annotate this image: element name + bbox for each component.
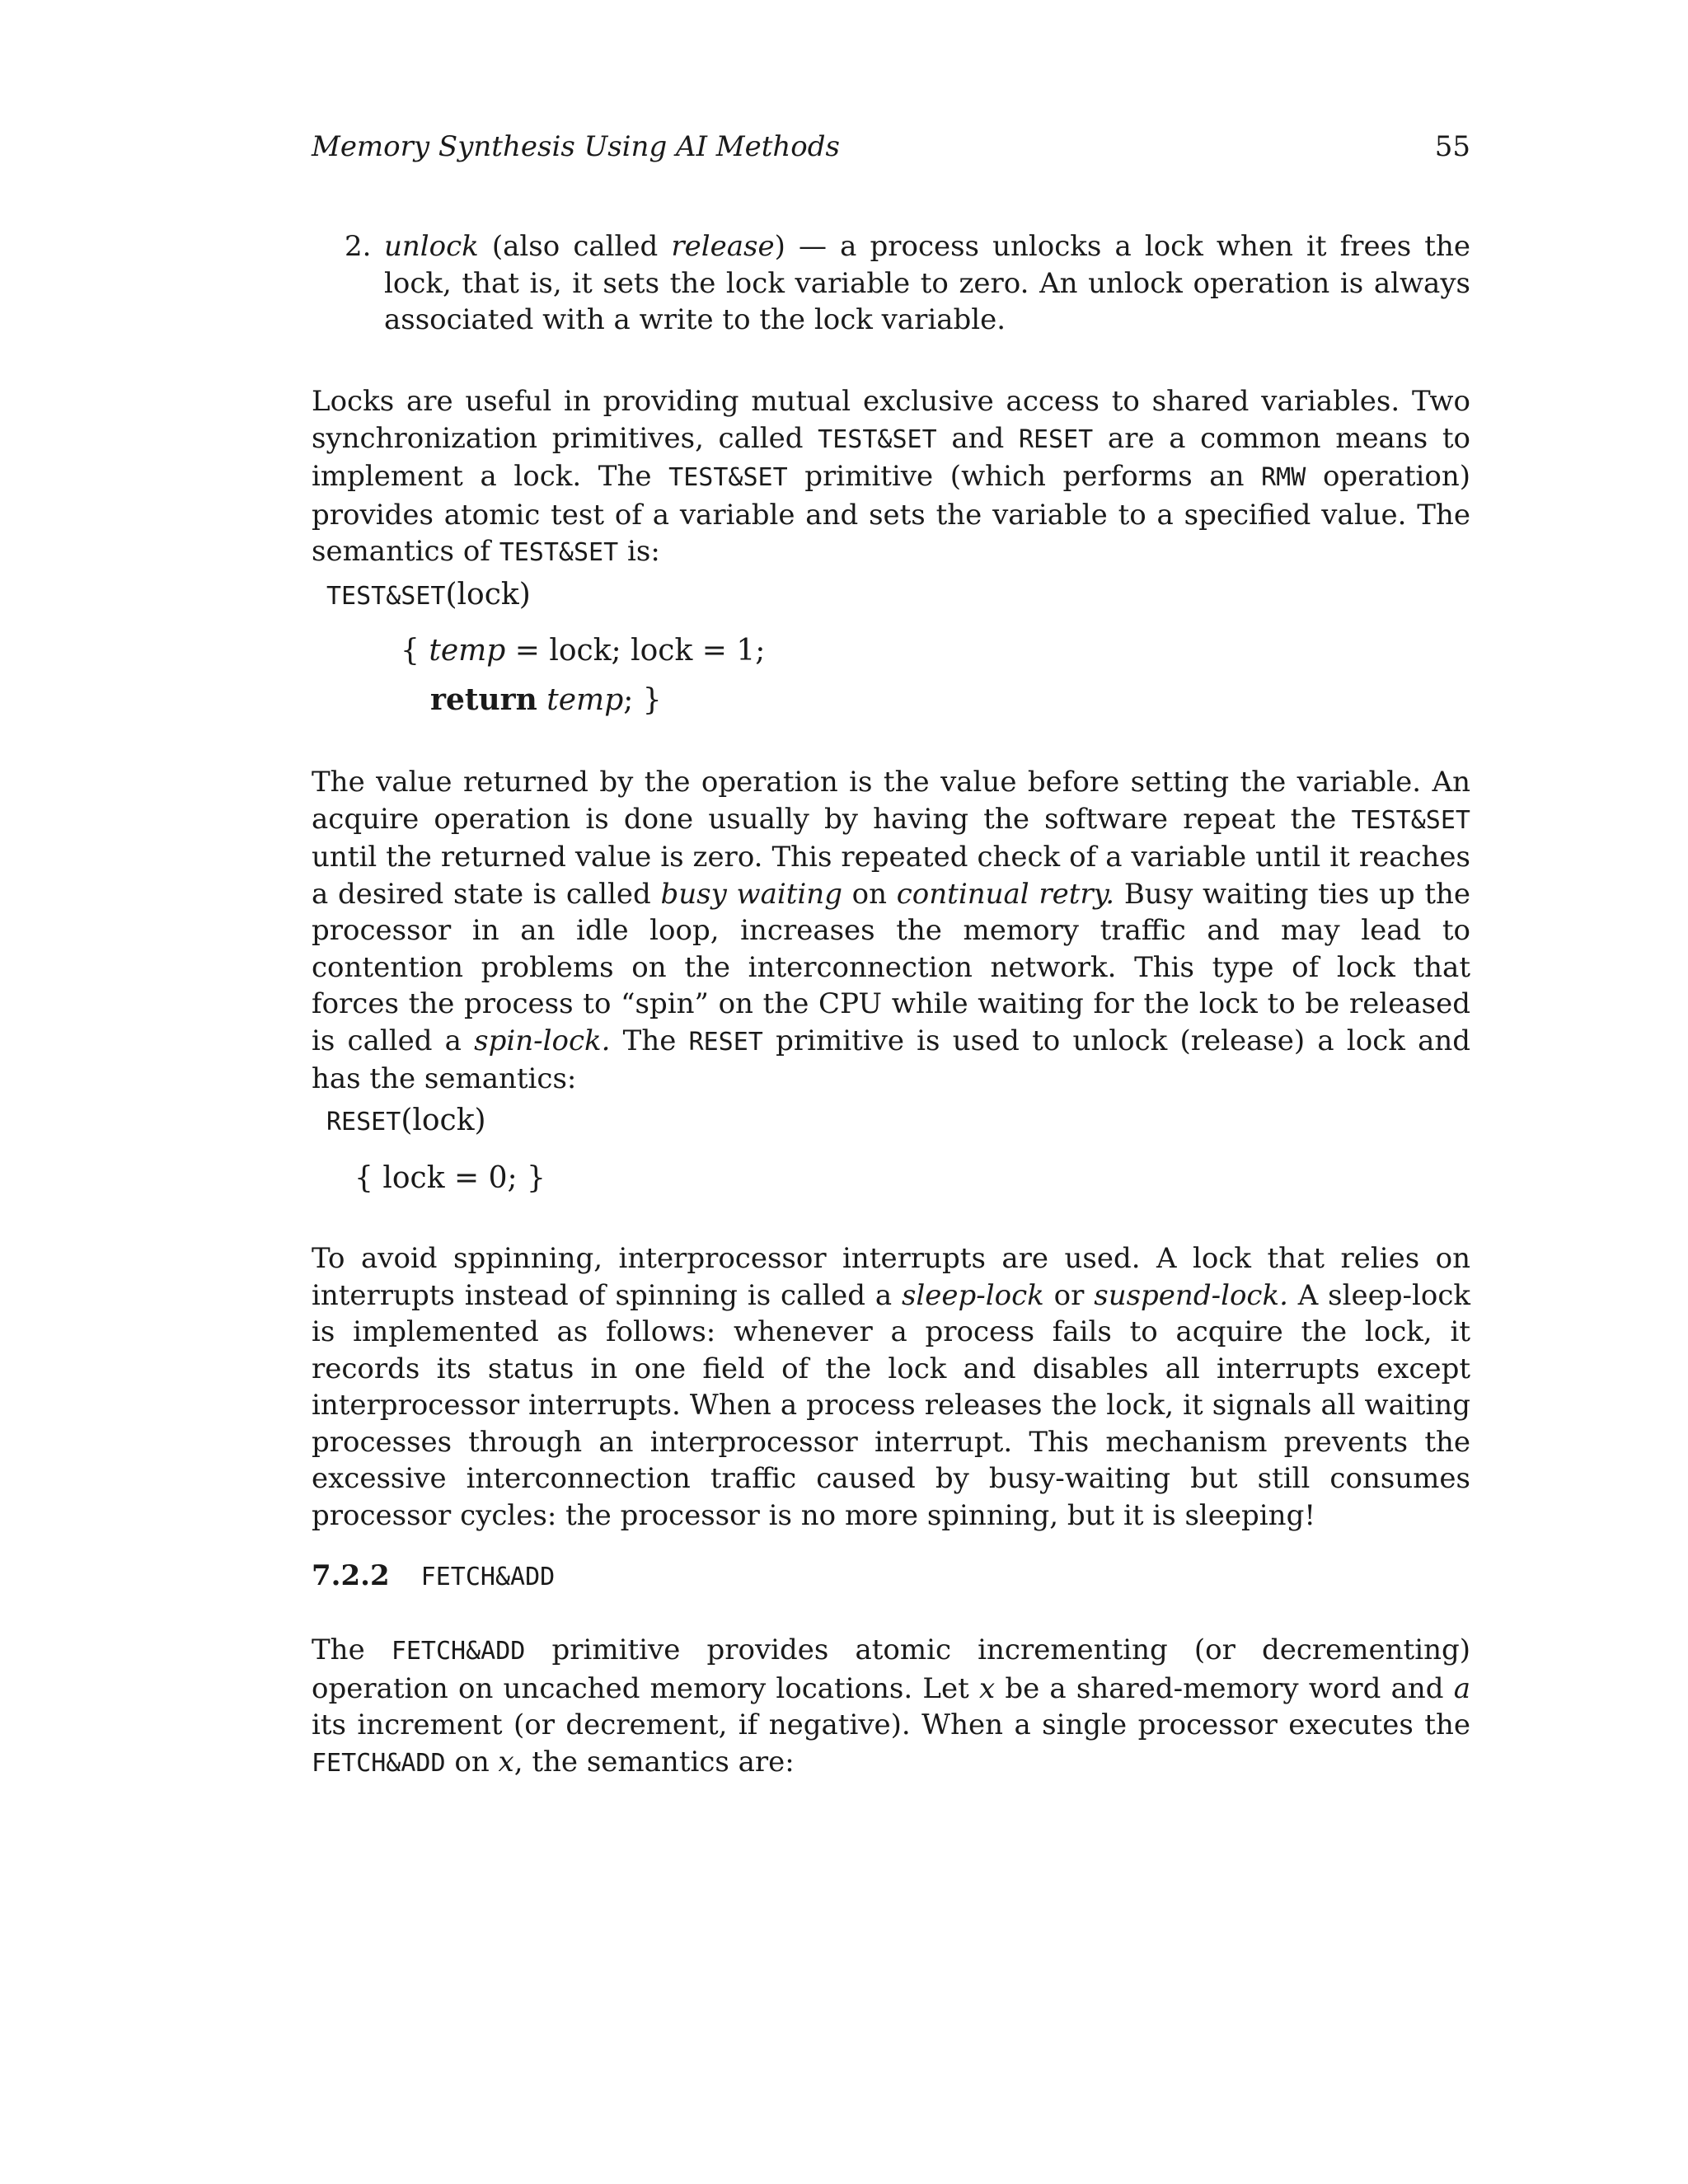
term-suspend-lock: suspend-lock. [1094,1278,1288,1312]
term-continual-retry: continual retry. [896,877,1115,911]
text-run: { [401,634,429,668]
text-run: To avoid sppinning, interprocessor interrupts are used. A lock that relies on interrupts instead of spinning is called a [312,1242,1470,1312]
list-item-number: 2. [345,230,372,263]
code-argument: (lock) [445,578,531,612]
code-function-name: TEST&SET [326,582,446,611]
section-number: 7.2.2 [312,1559,390,1592]
term-busy-waiting: busy waiting [660,877,842,911]
text-run: until the returned value is zero. This repeated check of a variable until it reaches a desired state is called [312,841,1470,911]
paragraph-sleep-lock [312,1240,1470,1534]
code-variable: temp [429,634,506,668]
text-run: on [445,1745,499,1779]
text-run: primitive is used to unlock (release) a lock and has the semantics: [312,1024,1471,1095]
text-run: are a common means to implement a lock. The [312,421,1470,493]
math-x: x [498,1745,514,1779]
text-run: The value returned by the operation is the value before setting the variable. An acquire operation is done usually by having the software repeat the [312,766,1470,836]
code-signature [326,570,531,621]
page-number: 55 [1434,130,1470,163]
paragraph-fetch-and-add [312,1632,1470,1782]
text-run: Busy waiting ties up the processor in an idle loop, increases the memory traffic and may lead to contention problems on the interconnection network. This type of lock that forces the process to “spin” on the CPU while waiting for the lock to be released is called a [312,877,1471,1057]
text-run: primitive provides atomic incrementing (or decrementing) operation on uncached memory locations. Let [312,1633,1470,1705]
section-heading [312,1559,555,1592]
term-spin-lock: spin-lock. [474,1024,611,1057]
text-run: or [1043,1278,1095,1312]
text-run: operation) provides atomic test of a variable and sets the variable to a specified value. The semantics of [312,460,1471,568]
code-rmw: RMW [1261,463,1306,492]
text-run: = lock; lock = 1; [505,634,766,668]
term-sleep-lock: sleep-lock [901,1278,1044,1312]
text-run: A sleep-lock is implemented as follows: whenever a process fails to acquire the lock, it records its status in one field of the lock and disables all interrupts except interprocessor interrupts. When a process releases the lock, it signals all waiting processes through an interprocessor interrupt. This mechanism prevents the excessive interconnection traffic caused by busy-waiting but still consumes processor cycles: the processor is no more spinning, but it is sleeping! [312,1278,1470,1532]
code-function-name: RESET [326,1108,401,1137]
list-item-text [384,228,1470,339]
code-line-reset-body [354,1154,546,1203]
text-run: , the semantics are: [513,1745,795,1779]
text-run: be a shared-memory word and [995,1671,1454,1705]
text-run: on [842,877,897,911]
code-line-assign [401,626,765,676]
text-run: ; } [623,683,662,717]
paragraph-busy-waiting [312,764,1470,1098]
text-run: The [610,1024,689,1057]
text-run: The [312,1633,392,1666]
code-test-and-set: TEST&SET [1351,805,1470,835]
math-a: a [1453,1671,1470,1705]
text-run: its increment (or decrement, if negative). When a single processor executes the [312,1708,1470,1741]
code-fetch-and-add: FETCH&ADD [391,1637,526,1666]
paragraph-locks [312,383,1470,572]
code-line-return [430,675,662,725]
text-run: Locks are useful in providing mutual exclusive access to shared variables. Two synchronization primitives, called [312,385,1470,455]
code-reset: RESET [1018,424,1094,454]
code-argument: (lock) [401,1104,486,1137]
text-run: { lock = 0; } [354,1161,546,1195]
code-test-and-set: TEST&SET [668,463,788,492]
code-reset: RESET [688,1027,763,1057]
list-item-unlock [345,228,1470,339]
text-run: (also called [478,230,672,263]
section-title: FETCH&ADD [420,1563,556,1591]
code-keyword: return [430,682,537,717]
code-test-and-set: TEST&SET [499,538,619,567]
term-unlock: unlock [384,230,479,263]
text-run: is: [618,535,660,568]
code-block-reset [326,1096,486,1147]
code-test-and-set: TEST&SET [818,424,937,454]
code-signature [326,1096,486,1147]
text-run: primitive (which performs an [787,460,1262,493]
math-x: x [978,1671,996,1705]
code-block-test-and-set [326,570,531,621]
running-header-title: Memory Synthesis Using AI Methods [312,130,840,163]
code-fetch-and-add: FETCH&ADD [312,1748,446,1778]
text-run: ) — a process unlocks a lock when it frees the lock, that is, it sets the lock variable to zero. An unlock operation is always associated with a write to the lock variable. [384,230,1470,336]
code-variable: temp [546,683,624,717]
text-run: and [936,421,1019,455]
term-release: release [671,230,775,263]
